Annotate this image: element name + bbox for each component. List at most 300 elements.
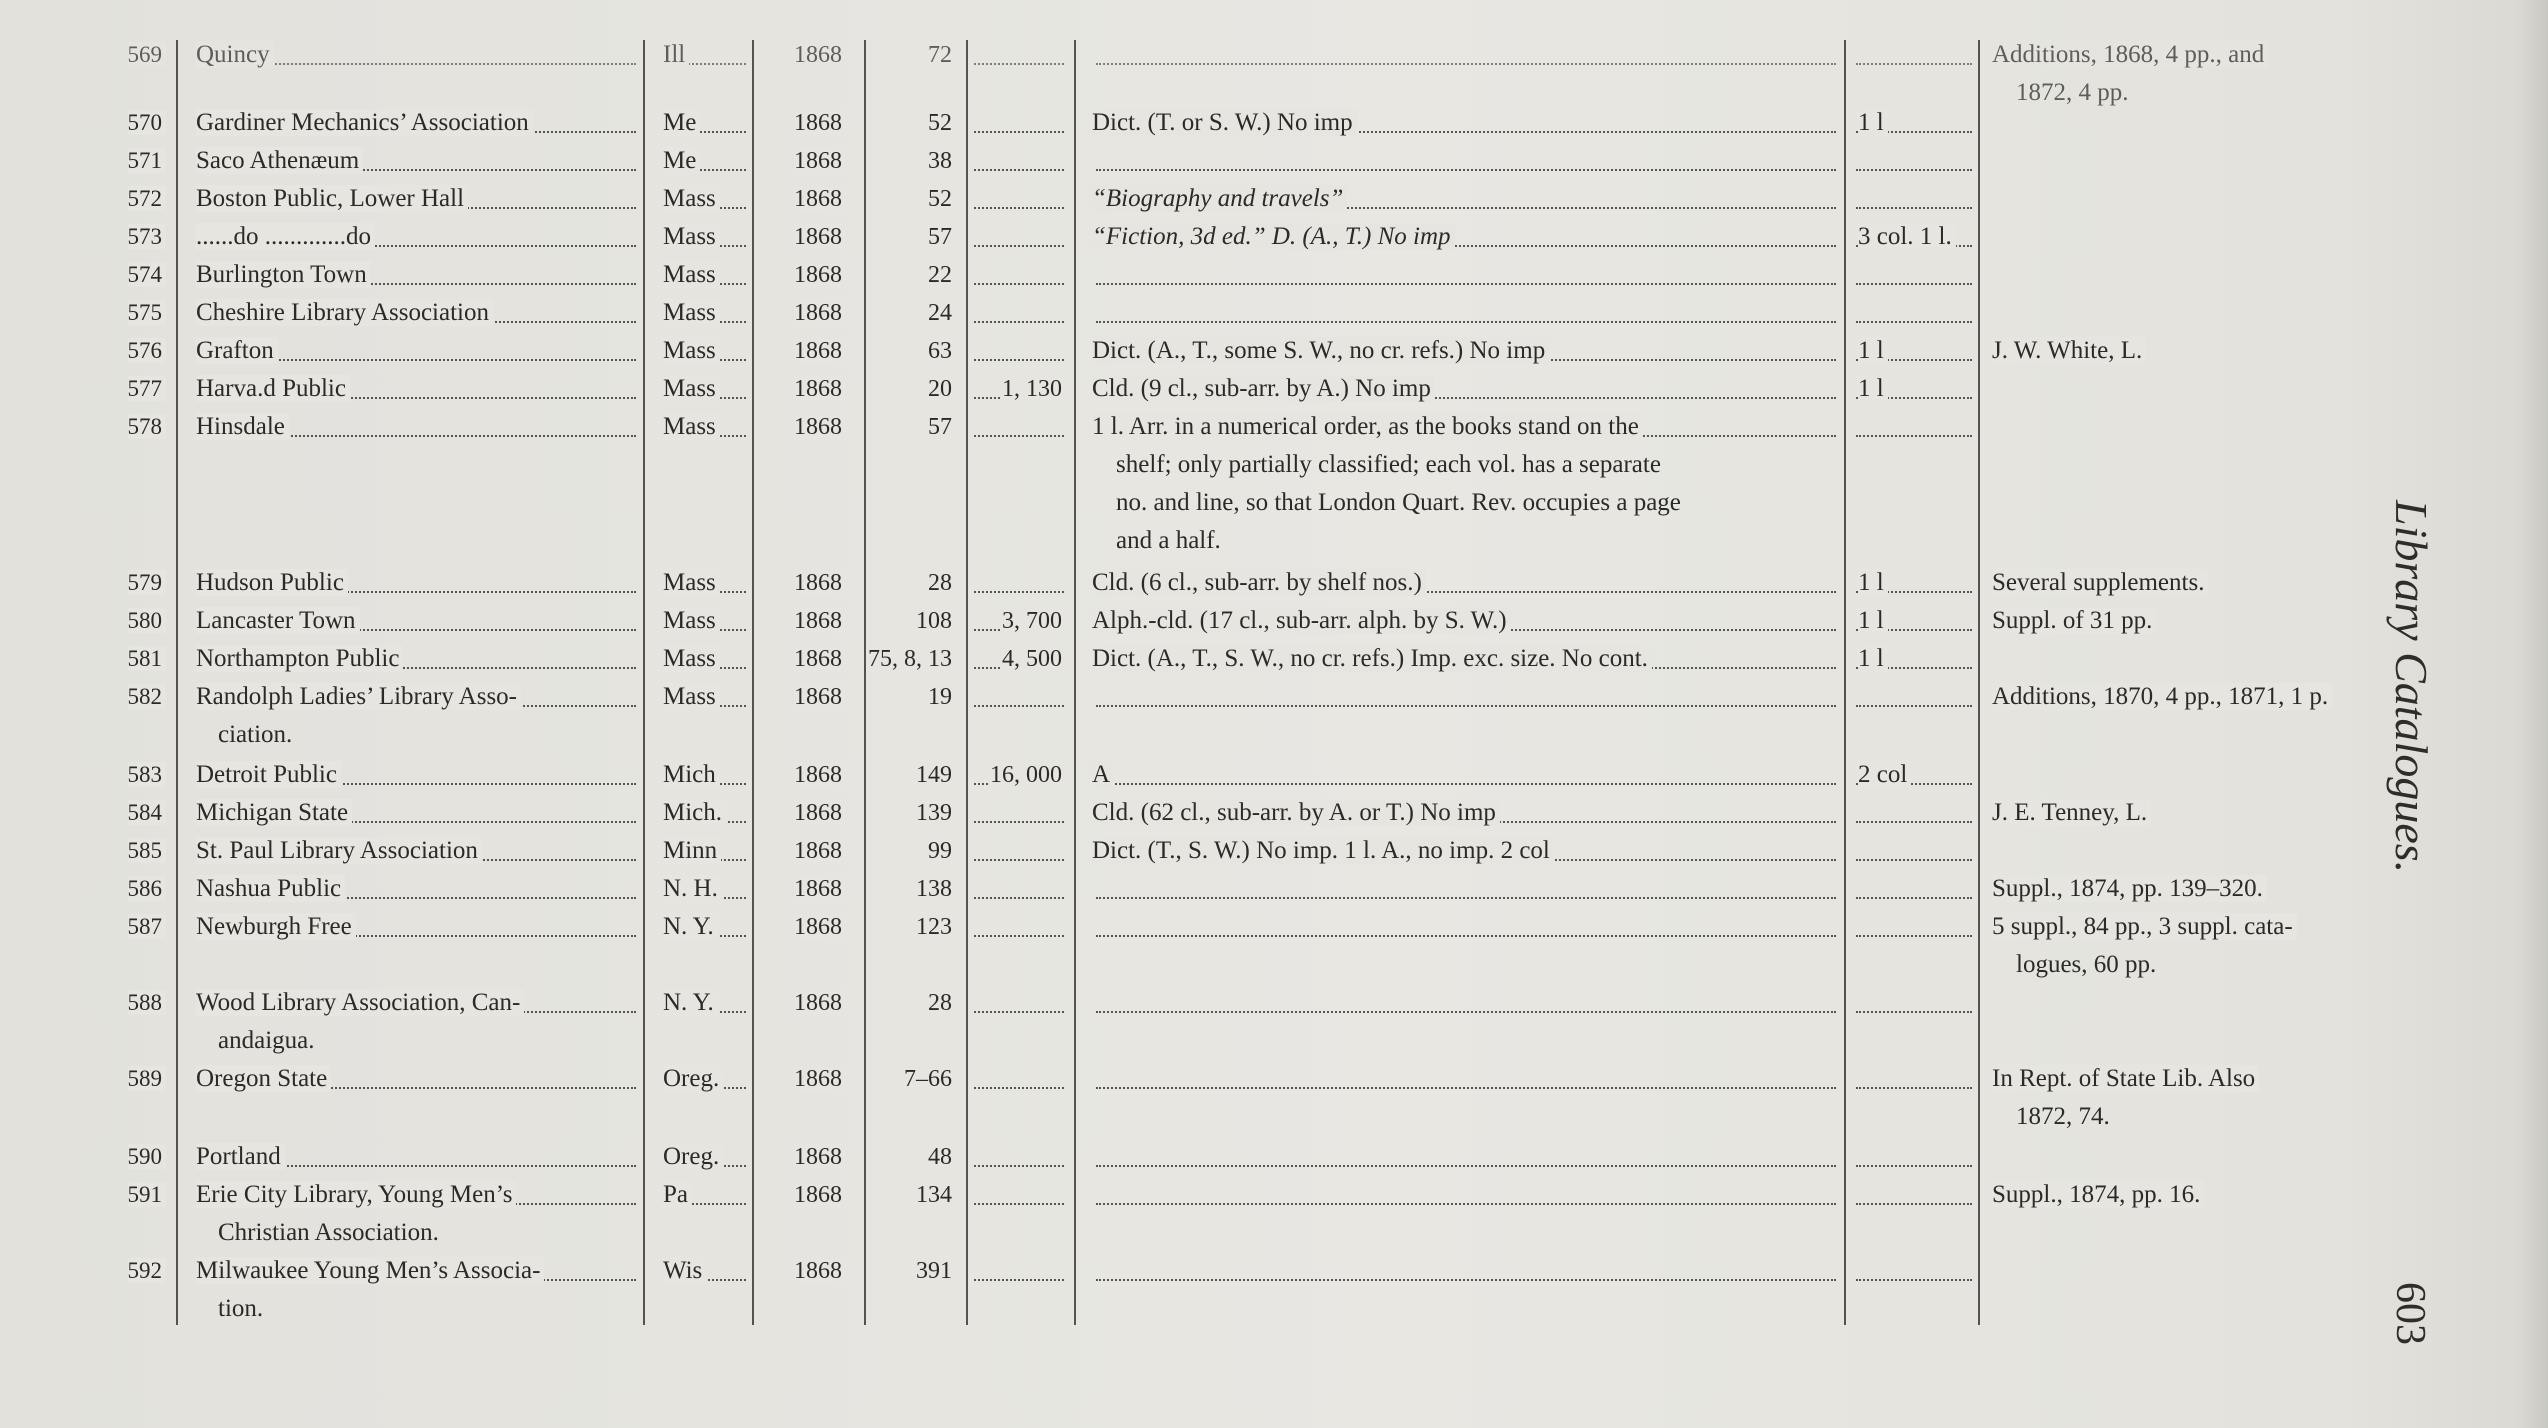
page-count-text: 75, 8, 13 xyxy=(868,646,956,672)
table-row xyxy=(0,1138,2548,1176)
dot-leader xyxy=(1096,705,1836,709)
entry-number xyxy=(100,332,166,370)
remarks-text: Additions, 1870, 4 pp., 1871, 1 p. xyxy=(1992,683,2332,710)
dot-leader xyxy=(974,821,1064,825)
entry-number-text: 587 xyxy=(128,914,167,939)
library-name xyxy=(196,142,636,180)
table-row xyxy=(0,794,2548,832)
page-count xyxy=(868,794,956,832)
library-name xyxy=(196,1138,636,1176)
dot-leader xyxy=(1856,1165,1972,1169)
dot-leader xyxy=(1096,1165,1836,1169)
library-name-text: Milwaukee Young Men’s Associa- xyxy=(196,1257,544,1284)
catalogue-year xyxy=(770,678,870,716)
catalogue-description-text: 1 l. Arr. in a numerical order, as the books stand on the xyxy=(1092,413,1643,440)
state-text: Mass xyxy=(663,299,720,326)
dot-leader xyxy=(1856,283,1972,287)
volume-count-text: 16, 000 xyxy=(990,762,1066,788)
table-row xyxy=(0,180,2548,218)
dot-leader xyxy=(974,591,1064,595)
catalogue-year-text: 1868 xyxy=(794,800,846,826)
state xyxy=(663,602,751,640)
catalogue-year xyxy=(770,332,870,370)
dot-leader xyxy=(1096,897,1836,901)
page-count-text: 123 xyxy=(916,914,956,940)
dot-leader xyxy=(1096,1087,1836,1091)
catalogue-description xyxy=(1092,180,1838,218)
page-count xyxy=(868,104,956,142)
page-count xyxy=(868,1176,956,1214)
library-name-text: Hudson Public xyxy=(196,569,348,596)
library-name-continued: andaigua. xyxy=(218,1027,315,1054)
dot-leader xyxy=(1096,1011,1836,1015)
catalogue-year xyxy=(770,640,870,678)
page-count-text: 19 xyxy=(928,684,956,710)
page-count xyxy=(868,218,956,256)
page-count-text: 99 xyxy=(928,838,956,864)
entry-number-text: 586 xyxy=(128,876,167,901)
entry-number xyxy=(100,294,166,332)
catalogue-year-text: 1868 xyxy=(794,1182,846,1208)
entry-number xyxy=(100,756,166,794)
volume-count xyxy=(972,602,1066,640)
dot-leader xyxy=(1096,935,1836,939)
catalogue-year xyxy=(770,1138,870,1176)
dot-leader xyxy=(1096,283,1836,287)
table-row xyxy=(0,294,2548,332)
entry-number xyxy=(100,142,166,180)
dot-leader xyxy=(1856,1087,1972,1091)
catalogue-year-text: 1868 xyxy=(794,338,846,364)
dot-leader xyxy=(974,1203,1064,1207)
entry-number-text: 584 xyxy=(128,800,167,825)
page-count-text: 391 xyxy=(916,1258,956,1284)
entry-number xyxy=(100,640,166,678)
catalogue-year-text: 1868 xyxy=(794,262,846,288)
page-count xyxy=(868,36,956,74)
remarks-text: Several supplements. xyxy=(1992,569,2208,596)
catalogue-year-text: 1868 xyxy=(794,42,846,68)
entry-number-text: 583 xyxy=(128,762,167,787)
library-name-continued: ciation. xyxy=(218,721,293,748)
table-row xyxy=(0,908,2548,946)
remarks-text: Suppl., 1874, pp. 16. xyxy=(1992,1181,2204,1208)
library-name-text: Hinsdale xyxy=(196,413,289,440)
catalogue-year xyxy=(770,756,870,794)
page-count-text: 108 xyxy=(916,608,956,634)
catalogue-year xyxy=(770,1060,870,1098)
page-count xyxy=(868,602,956,640)
page-count-text: 72 xyxy=(928,42,956,68)
table-row xyxy=(0,640,2548,678)
entry-number xyxy=(100,1138,166,1176)
library-name-text: Portland xyxy=(196,1143,285,1170)
page-count xyxy=(868,370,956,408)
catalogue-description xyxy=(1092,104,1838,142)
state xyxy=(663,756,751,794)
library-name-text: Quincy xyxy=(196,41,274,68)
remarks-text: Additions, 1868, 4 pp., and xyxy=(1992,41,2268,68)
remarks-continued: 1872, 74. xyxy=(2016,1103,2110,1130)
state-text: Mich xyxy=(663,761,720,788)
dot-leader xyxy=(974,1279,1064,1283)
entry-number-text: 577 xyxy=(128,376,167,401)
state-text: Mich. xyxy=(663,799,726,826)
catalogue-size xyxy=(1858,640,1972,678)
entry-number-text: 582 xyxy=(128,684,167,709)
catalogue-description-text: Cld. (6 cl., sub-arr. by shelf nos.) xyxy=(1092,569,1426,596)
dot-leader xyxy=(974,859,1064,863)
library-name xyxy=(196,104,636,142)
catalogue-year xyxy=(770,36,870,74)
library-name-continued: Christian Association. xyxy=(218,1219,439,1246)
library-name-text: Grafton xyxy=(196,337,278,364)
library-name xyxy=(196,370,636,408)
library-name-text: ......do .............do xyxy=(196,223,375,250)
library-name-text: Northampton Public xyxy=(196,645,403,672)
entry-number xyxy=(100,564,166,602)
catalogue-description xyxy=(1092,408,1838,446)
state xyxy=(663,870,751,908)
catalogue-size xyxy=(1858,756,1972,794)
running-head: Library Catalogues. xyxy=(2386,500,2437,874)
dot-leader xyxy=(974,63,1064,67)
library-name-text: St. Paul Library Association xyxy=(196,837,482,864)
catalogue-year xyxy=(770,256,870,294)
entry-number-text: 569 xyxy=(128,42,167,67)
catalogue-description-text: “Biography and travels” xyxy=(1092,185,1347,212)
library-name-text: Oregon State xyxy=(196,1065,331,1092)
table-row xyxy=(0,984,2548,1022)
catalogue-description-text: Dict. (A., T., S. W., no cr. refs.) Imp. exc. size. No cont. xyxy=(1092,645,1652,672)
library-name xyxy=(196,564,636,602)
state-text: Mass xyxy=(663,645,720,672)
library-name xyxy=(196,180,636,218)
entry-number-text: 579 xyxy=(128,570,167,595)
entry-number-text: 588 xyxy=(128,990,167,1015)
library-name-text: Erie City Library, Young Men’s xyxy=(196,1181,516,1208)
table-row xyxy=(0,564,2548,602)
table-row xyxy=(0,332,2548,370)
page-count-text: 149 xyxy=(916,762,956,788)
state-text: Mass xyxy=(663,337,720,364)
catalogue-description xyxy=(1092,564,1838,602)
library-name-text: Burlington Town xyxy=(196,261,371,288)
page-count xyxy=(868,142,956,180)
dot-leader xyxy=(974,1087,1064,1091)
page-edge-shadow xyxy=(2518,0,2548,1428)
catalogue-year xyxy=(770,294,870,332)
library-name-text: Detroit Public xyxy=(196,761,341,788)
entry-number xyxy=(100,1176,166,1214)
state xyxy=(663,294,751,332)
dot-leader xyxy=(974,359,1064,363)
dot-leader xyxy=(1856,169,1972,173)
catalogue-size xyxy=(1858,602,1972,640)
catalogue-description xyxy=(1092,640,1838,678)
state-text: Oreg. xyxy=(663,1065,723,1092)
state xyxy=(663,218,751,256)
catalogue-size-text: 1 l xyxy=(1858,645,1888,672)
entry-number-text: 578 xyxy=(128,414,167,439)
remarks-continued: logues, 60 pp. xyxy=(2016,951,2157,978)
dot-leader xyxy=(1856,897,1972,901)
page-count-text: 7–66 xyxy=(904,1066,956,1092)
page-count-text: 48 xyxy=(928,1144,956,1170)
catalogue-year-text: 1868 xyxy=(794,186,846,212)
library-name xyxy=(196,408,636,446)
dot-leader xyxy=(974,897,1064,901)
catalogue-year-text: 1868 xyxy=(794,684,846,710)
state xyxy=(663,564,751,602)
catalogue-size xyxy=(1858,332,1972,370)
library-name-text: Boston Public, Lower Hall xyxy=(196,185,468,212)
state-text: Oreg. xyxy=(663,1143,723,1170)
library-name xyxy=(196,984,636,1022)
remarks-text: Suppl., 1874, pp. 139–320. xyxy=(1992,875,2267,902)
state-text: Mass xyxy=(663,413,720,440)
volume-count xyxy=(972,756,1066,794)
dot-leader xyxy=(1856,63,1972,67)
remarks xyxy=(1992,794,2392,832)
entry-number-text: 575 xyxy=(128,300,167,325)
table-row xyxy=(0,142,2548,180)
dot-leader xyxy=(1856,1203,1972,1207)
page-count-text: 134 xyxy=(916,1182,956,1208)
catalogue-year-text: 1868 xyxy=(794,300,846,326)
catalogue-year xyxy=(770,564,870,602)
catalogue-description-text: Dict. (T., S. W.) No imp. 1 l. A., no imp. 2 col xyxy=(1092,837,1554,864)
catalogue-description xyxy=(1092,602,1838,640)
dot-leader xyxy=(974,207,1064,211)
state xyxy=(663,408,751,446)
catalogue-size-text: 1 l xyxy=(1858,569,1888,596)
library-name xyxy=(196,36,636,74)
state xyxy=(663,678,751,716)
page-number: 603 xyxy=(2387,1282,2433,1345)
table-row xyxy=(0,218,2548,256)
dot-leader xyxy=(1856,435,1972,439)
page-count xyxy=(868,640,956,678)
page-count xyxy=(868,256,956,294)
state xyxy=(663,640,751,678)
remarks xyxy=(1992,1060,2392,1098)
catalogue-year-text: 1868 xyxy=(794,1144,846,1170)
state xyxy=(663,180,751,218)
remarks-text: Suppl. of 31 pp. xyxy=(1992,607,2156,634)
remarks xyxy=(1992,564,2392,602)
library-name xyxy=(196,1060,636,1098)
state-text: N. H. xyxy=(663,875,722,902)
page-count-text: 28 xyxy=(928,990,956,1016)
catalogue-description-continued: no. and line, so that London Quart. Rev. occupies a page xyxy=(1116,489,1681,516)
page-count-text: 38 xyxy=(928,148,956,174)
catalogue-description xyxy=(1092,756,1838,794)
table-row xyxy=(0,756,2548,794)
catalogue-size-text: 3 col. 1 l. xyxy=(1858,223,1956,250)
page-count xyxy=(868,984,956,1022)
page-count xyxy=(868,832,956,870)
library-name-text: Harva.d Public xyxy=(196,375,350,402)
state xyxy=(663,36,751,74)
dot-leader xyxy=(974,1011,1064,1015)
catalogue-year-text: 1868 xyxy=(794,224,846,250)
entry-number xyxy=(100,180,166,218)
state xyxy=(663,256,751,294)
catalogue-size xyxy=(1858,218,1972,256)
catalogue-year xyxy=(770,1176,870,1214)
catalogue-year xyxy=(770,794,870,832)
remarks-continued: 1872, 4 pp. xyxy=(2016,79,2129,106)
state-text: Mass xyxy=(663,569,720,596)
dot-leader xyxy=(974,131,1064,135)
catalogue-description-continued: shelf; only partially classified; each vol. has a separate xyxy=(1116,451,1661,478)
catalogue-description-text: Alph.-cld. (17 cl., sub-arr. alph. by S. W.) xyxy=(1092,607,1511,634)
state xyxy=(663,1252,751,1290)
catalogue-year-text: 1868 xyxy=(794,990,846,1016)
table-row xyxy=(0,370,2548,408)
remarks xyxy=(1992,602,2392,640)
catalogue-year xyxy=(770,1252,870,1290)
catalogue-size xyxy=(1858,104,1972,142)
entry-number-text: 573 xyxy=(128,224,167,249)
dot-leader xyxy=(1856,821,1972,825)
state xyxy=(663,142,751,180)
catalogue-year-text: 1868 xyxy=(794,608,846,634)
table-row xyxy=(0,1060,2548,1098)
catalogue-year-text: 1868 xyxy=(794,1066,846,1092)
dot-leader xyxy=(974,705,1064,709)
catalogue-year xyxy=(770,984,870,1022)
dot-leader xyxy=(974,321,1064,325)
catalogue-size-text: 1 l xyxy=(1858,375,1888,402)
dot-leader xyxy=(974,1165,1064,1169)
library-name-text: Lancaster Town xyxy=(196,607,360,634)
table-row xyxy=(0,1252,2548,1290)
library-name-text: Saco Athenæum xyxy=(196,147,363,174)
entry-number xyxy=(100,1252,166,1290)
dot-leader xyxy=(1096,321,1836,325)
library-name-continued: tion. xyxy=(218,1295,264,1322)
table-row xyxy=(0,104,2548,142)
page-count xyxy=(868,908,956,946)
library-name xyxy=(196,332,636,370)
entry-number xyxy=(100,408,166,446)
dot-leader xyxy=(1856,321,1972,325)
state-text: Me xyxy=(663,109,700,136)
state xyxy=(663,832,751,870)
remarks xyxy=(1992,908,2392,946)
catalogue-year-text: 1868 xyxy=(794,148,846,174)
state-text: Mass xyxy=(663,223,720,250)
page-count xyxy=(868,870,956,908)
dot-leader xyxy=(1096,1203,1836,1207)
catalogue-size-text: 2 col xyxy=(1858,761,1911,788)
remarks xyxy=(1992,678,2392,716)
dot-leader xyxy=(974,245,1064,249)
page-count-text: 52 xyxy=(928,186,956,212)
remarks xyxy=(1992,1176,2392,1214)
entry-number xyxy=(100,256,166,294)
page-count-text: 138 xyxy=(916,876,956,902)
page-count xyxy=(868,180,956,218)
page-count xyxy=(868,294,956,332)
library-name-text: Wood Library Association, Can- xyxy=(196,989,524,1016)
dot-leader xyxy=(1856,207,1972,211)
catalogue-description xyxy=(1092,794,1838,832)
library-name-text: Randolph Ladies’ Library Asso- xyxy=(196,683,521,710)
catalogue-description xyxy=(1092,832,1838,870)
state xyxy=(663,104,751,142)
catalogue-year-text: 1868 xyxy=(794,646,846,672)
catalogue-year xyxy=(770,180,870,218)
catalogue-year xyxy=(770,870,870,908)
state-text: Wis xyxy=(663,1257,706,1284)
library-name xyxy=(196,756,636,794)
catalogue-year xyxy=(770,104,870,142)
table-row xyxy=(0,678,2548,716)
catalogue-year-text: 1868 xyxy=(794,914,846,940)
catalogue-year xyxy=(770,142,870,180)
state-text: Me xyxy=(663,147,700,174)
page-count-text: 63 xyxy=(928,338,956,364)
state-text: Pa xyxy=(663,1181,692,1208)
page-count-text: 52 xyxy=(928,110,956,136)
dot-leader xyxy=(1096,1279,1836,1283)
catalogue-year xyxy=(770,602,870,640)
library-name xyxy=(196,678,636,716)
dot-leader xyxy=(1856,1011,1972,1015)
entry-number-text: 574 xyxy=(128,262,167,287)
catalogue-description-continued: and a half. xyxy=(1116,527,1221,554)
entry-number xyxy=(100,370,166,408)
entry-number-text: 576 xyxy=(128,338,167,363)
state-text: Ill xyxy=(663,41,689,68)
volume-count-text: 1, 130 xyxy=(1002,376,1066,402)
catalogue-description-text: Dict. (A., T., some S. W., no cr. refs.) No imp xyxy=(1092,337,1549,364)
entry-number xyxy=(100,1060,166,1098)
catalogue-size-text: 1 l xyxy=(1858,607,1888,634)
table-row xyxy=(0,36,2548,74)
dot-leader xyxy=(974,169,1064,173)
state xyxy=(663,370,751,408)
entry-number xyxy=(100,36,166,74)
remarks-text: 5 suppl., 84 pp., 3 suppl. cata- xyxy=(1992,913,2297,940)
dot-leader xyxy=(1096,63,1836,67)
catalogue-year xyxy=(770,218,870,256)
catalogue-size xyxy=(1858,370,1972,408)
entry-number xyxy=(100,104,166,142)
page-count-text: 24 xyxy=(928,300,956,326)
remarks xyxy=(1992,870,2392,908)
state xyxy=(663,332,751,370)
library-name xyxy=(196,218,636,256)
remarks xyxy=(1992,36,2392,74)
catalogue-year xyxy=(770,832,870,870)
page-count-text: 20 xyxy=(928,376,956,402)
dot-leader xyxy=(1856,859,1972,863)
entry-number-text: 571 xyxy=(128,148,167,173)
state-text: Mass xyxy=(663,607,720,634)
entry-number xyxy=(100,870,166,908)
library-name xyxy=(196,1176,636,1214)
library-name xyxy=(196,870,636,908)
table-row xyxy=(0,832,2548,870)
table-row xyxy=(0,408,2548,446)
state xyxy=(663,1138,751,1176)
catalogue-year-text: 1868 xyxy=(794,838,846,864)
library-name xyxy=(196,908,636,946)
